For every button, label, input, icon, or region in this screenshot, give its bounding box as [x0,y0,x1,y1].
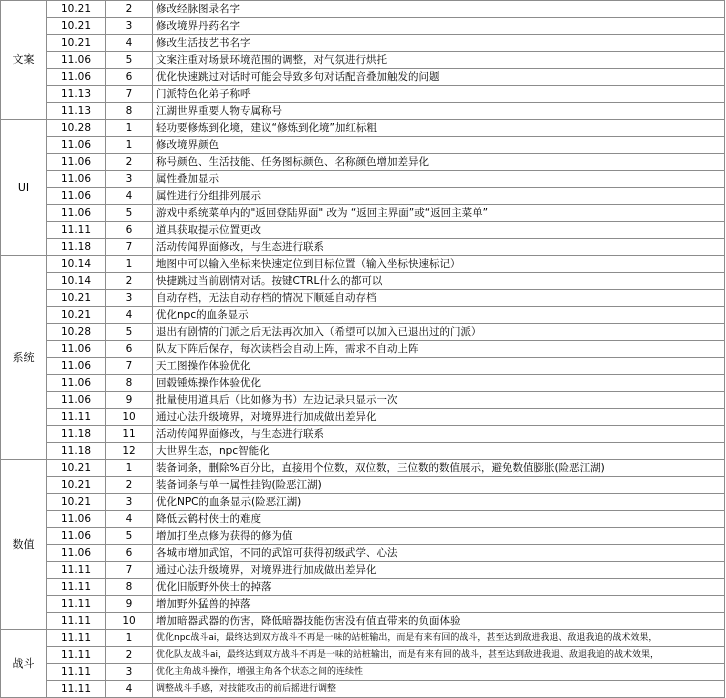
table-row [1,273,725,290]
category-cell: 系统 [1,256,47,460]
num-cell: 1 [106,137,153,154]
desc-cell: 地图中可以输入坐标来快速定位到目标位置（输入坐标快速标记） [153,256,725,273]
table-row [1,324,725,341]
date-cell: 10.14 [47,273,106,290]
date-cell: 10.21 [47,477,106,494]
desc-cell: 修改生活技艺书名字 [153,35,725,52]
num-cell: 2 [106,647,153,664]
date-cell: 11.06 [47,171,106,188]
num-cell: 6 [106,222,153,239]
table-row [1,596,725,613]
num-cell: 10 [106,613,153,630]
num-cell: 1 [106,256,153,273]
num-cell: 6 [106,69,153,86]
table-row [1,35,725,52]
date-cell: 11.06 [47,545,106,562]
desc-cell: 游戏中系统菜单内的"返回登陆界面" 改为 “返回主界面”或“返回主菜单” [153,205,725,222]
num-cell: 2 [106,273,153,290]
table-row [1,222,725,239]
date-cell: 11.06 [47,188,106,205]
desc-cell: 轻功要修炼到化境，建议“修炼到化境”加红标粗 [153,120,725,137]
date-cell: 10.28 [47,120,106,137]
num-cell: 3 [106,664,153,681]
category-cell: 战斗 [1,630,47,698]
date-cell: 11.11 [47,562,106,579]
table-row [1,579,725,596]
date-cell: 11.13 [47,103,106,120]
desc-cell: 装备词条与单一属性挂钩(险恶江湖) [153,477,725,494]
desc-cell: 回毂锺炼操作体验优化 [153,375,725,392]
table-row [1,171,725,188]
date-cell: 10.21 [47,35,106,52]
num-cell: 8 [106,375,153,392]
table-row [1,290,725,307]
num-cell: 7 [106,239,153,256]
desc-cell: 自动存档，无法自动存档的情况下顺延自动存档 [153,290,725,307]
num-cell: 4 [106,511,153,528]
date-cell: 11.13 [47,86,106,103]
desc-cell: 快捷跳过当前剧情对话。按键CTRL什么的都可以 [153,273,725,290]
table-row [1,341,725,358]
num-cell: 1 [106,630,153,647]
date-cell: 11.06 [47,52,106,69]
desc-cell: 属性进行分组排列展示 [153,188,725,205]
desc-cell: 大世界生态，npc智能化 [153,443,725,460]
date-cell: 11.11 [47,681,106,698]
date-cell: 10.28 [47,324,106,341]
num-cell: 3 [106,18,153,35]
num-cell: 12 [106,443,153,460]
table-row [1,103,725,120]
desc-cell: 优化npc的血条显示 [153,307,725,324]
num-cell: 3 [106,171,153,188]
table-row [1,154,725,171]
table-row [1,630,725,647]
num-cell: 11 [106,426,153,443]
date-cell: 10.21 [47,1,106,18]
table-row [1,18,725,35]
date-cell: 11.18 [47,239,106,256]
table-row [1,613,725,630]
num-cell: 6 [106,341,153,358]
date-cell: 11.11 [47,664,106,681]
date-cell: 11.06 [47,511,106,528]
table-row [1,477,725,494]
num-cell: 3 [106,290,153,307]
date-cell: 11.11 [47,596,106,613]
desc-cell: 降低云鹤村侠士的难度 [153,511,725,528]
table-row [1,256,725,273]
num-cell: 1 [106,120,153,137]
date-cell: 10.14 [47,256,106,273]
num-cell: 2 [106,477,153,494]
table-row [1,528,725,545]
num-cell: 8 [106,579,153,596]
desc-cell: 修改经脉图录名字 [153,1,725,18]
desc-cell: 天工图操作体验优化 [153,358,725,375]
num-cell: 3 [106,494,153,511]
num-cell: 5 [106,52,153,69]
date-cell: 10.21 [47,290,106,307]
num-cell: 5 [106,324,153,341]
desc-cell: 队友下阵后保存，每次读档会自动上阵，需求不自动上阵 [153,341,725,358]
table-row [1,494,725,511]
table-row [1,426,725,443]
date-cell: 11.18 [47,443,106,460]
date-cell: 10.21 [47,494,106,511]
desc-cell: 优化npc战斗ai，最终达到双方战斗不再是一味的站桩输出，而是有来有回的战斗，甚至达到敌进我退、敌退我追的战术效果， [153,630,725,647]
date-cell: 11.06 [47,69,106,86]
num-cell: 7 [106,86,153,103]
num-cell: 5 [106,205,153,222]
num-cell: 1 [106,460,153,477]
date-cell: 10.21 [47,307,106,324]
desc-cell: 优化NPC的血条显示(险恶江湖) [153,494,725,511]
date-cell: 11.06 [47,392,106,409]
num-cell: 5 [106,528,153,545]
table-row [1,307,725,324]
date-cell: 11.06 [47,154,106,171]
date-cell: 11.06 [47,341,106,358]
table-row [1,681,725,698]
num-cell: 9 [106,392,153,409]
num-cell: 2 [106,1,153,18]
desc-cell: 活动传闻界面修改，与生态进行联系 [153,426,725,443]
num-cell: 4 [106,307,153,324]
date-cell: 10.21 [47,460,106,477]
table-row [1,545,725,562]
desc-cell: 优化快速跳过对话时可能会导致多句对话配音叠加触发的问题 [153,69,725,86]
table-row [1,205,725,222]
table-row [1,137,725,154]
desc-cell: 通过心法升级境界，对境界进行加成做出差异化 [153,562,725,579]
date-cell: 11.11 [47,579,106,596]
date-cell: 11.06 [47,137,106,154]
desc-cell: 属性叠加显示 [153,171,725,188]
desc-cell: 通过心法升级境界，对境界进行加成做出差异化 [153,409,725,426]
desc-cell: 批量使用道具后（比如修为书）左边记录只显示一次 [153,392,725,409]
changelog-body [1,1,725,698]
desc-cell: 增加野外猛兽的掉落 [153,596,725,613]
table-row [1,443,725,460]
category-cell: 数值 [1,460,47,630]
table-row [1,120,725,137]
table-row [1,511,725,528]
desc-cell: 称号颜色、生活技能、任务图标颜色、名称颜色增加差异化 [153,154,725,171]
table-row [1,69,725,86]
date-cell: 11.11 [47,613,106,630]
num-cell: 8 [106,103,153,120]
desc-cell: 文案注重对场景环境范围的调整，对气氛进行烘托 [153,52,725,69]
date-cell: 11.06 [47,528,106,545]
table-row [1,647,725,664]
num-cell: 2 [106,154,153,171]
category-cell: 文案 [1,1,47,120]
desc-cell: 各城市增加武馆，不同的武馆可获得初级武学、心法 [153,545,725,562]
desc-cell: 优化队友战斗ai，最终达到双方战斗不再是一味的站桩输出，而是有来有回的战斗，甚至达到敌进我退、敌退我追的战术效果， [153,647,725,664]
num-cell: 4 [106,188,153,205]
date-cell: 11.11 [47,222,106,239]
date-cell: 11.11 [47,409,106,426]
num-cell: 4 [106,681,153,698]
desc-cell: 装备词条，删除%百分比，直接用个位数，双位数，三位数的数值展示，避免数值膨胀(险恶江湖) [153,460,725,477]
table-row [1,562,725,579]
desc-cell: 调整战斗手感，对技能攻击的前后摇进行调整 [153,681,725,698]
table-row [1,188,725,205]
date-cell: 11.06 [47,375,106,392]
desc-cell: 江湖世界重要人物专属称号 [153,103,725,120]
num-cell: 10 [106,409,153,426]
table-row [1,460,725,477]
table-row [1,239,725,256]
date-cell: 11.18 [47,426,106,443]
desc-cell: 增加暗器武器的伤害，降低暗器技能伤害没有值直带来的负面体验 [153,613,725,630]
table-row [1,1,725,18]
desc-cell: 退出有剧情的门派之后无法再次加入（希望可以加入已退出过的门派） [153,324,725,341]
table-row [1,358,725,375]
desc-cell: 道具获取提示位置更改 [153,222,725,239]
desc-cell: 修改境界颜色 [153,137,725,154]
date-cell: 11.06 [47,205,106,222]
desc-cell: 修改境界丹药名字 [153,18,725,35]
date-cell: 11.06 [47,358,106,375]
num-cell: 7 [106,562,153,579]
table-row [1,664,725,681]
table-row [1,52,725,69]
desc-cell: 增加打坐点修为获得的修为值 [153,528,725,545]
num-cell: 7 [106,358,153,375]
desc-cell: 优化主角战斗操作，增强主角各个状态之间的连续性 [153,664,725,681]
date-cell: 11.11 [47,647,106,664]
date-cell: 11.11 [47,630,106,647]
table-row [1,409,725,426]
table-row [1,375,725,392]
num-cell: 9 [106,596,153,613]
desc-cell: 门派特色化弟子称呼 [153,86,725,103]
table-row [1,86,725,103]
num-cell: 4 [106,35,153,52]
desc-cell: 优化旧版野外侠士的掉落 [153,579,725,596]
desc-cell: 活动传闻界面修改，与生态进行联系 [153,239,725,256]
category-cell: UI [1,120,47,256]
table-row [1,392,725,409]
num-cell: 6 [106,545,153,562]
date-cell: 10.21 [47,18,106,35]
